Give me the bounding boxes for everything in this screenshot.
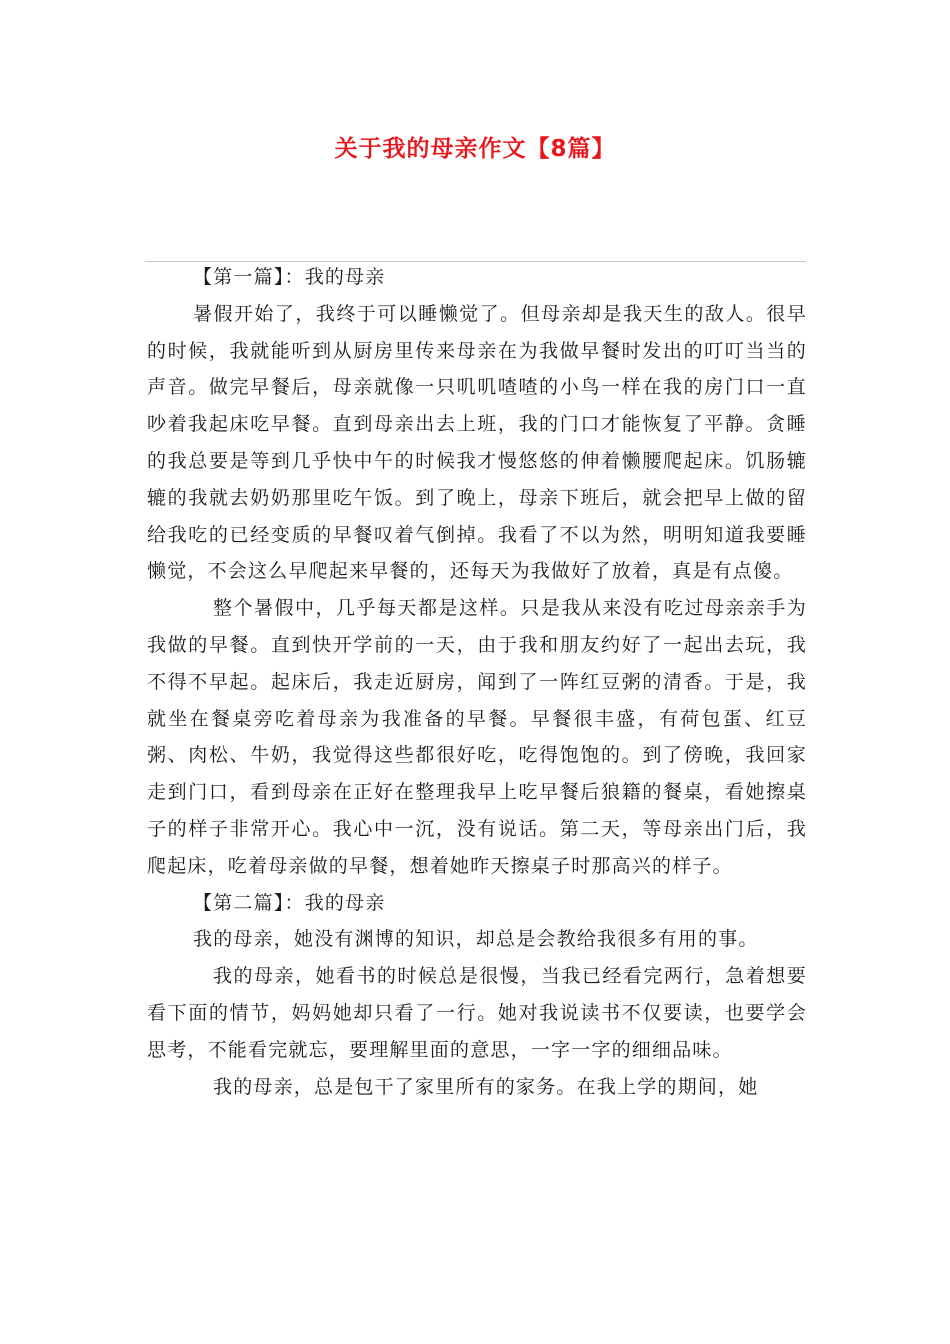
paragraph: 我的母亲，总是包干了家里所有的家务。在我上学的期间，她 — [213, 1075, 759, 1098]
section-heading: 【第一篇】：我的母亲 — [193, 266, 386, 288]
document-title: 关于我的母亲作文【8篇】 — [334, 136, 616, 162]
paragraph: 暑假开始了，我终于可以睡懒觉了。但母亲却是我天生的敌人。很早的时候，我就能听到从厨房里传来母亲在为我做早餐时发出的叮叮当当的声音。做完早餐后，母亲就像一只叽叽喳喳的小鸟一样在我的房门口一直吵着我起床吃早餐。直到母亲出去上班，我的门口才能恢复了平静。贪睡的我总要是等到几乎快中午的时候我才慢悠悠的伸着懒腰爬起床。饥肠辘辘的我就去奶奶那里吃午饭。到了晚上，母亲下班后，就会把早上做的留给我吃的已经变质的早餐叹着气倒掉。我看了不以为然，明明知道我要睡懒觉，不会这么早爬起来早餐的，还每天为我做好了放着，真是有点傻。 — [147, 302, 807, 583]
paragraph: 我的母亲，她看书的时候总是很慢，当我已经看完两行，急着想要看下面的情节，妈妈她却只看了一行。她对我说读书不仅要读，也要学会思考，不能看完就忘，要理解里面的意思，一字一字的细细品味。 — [147, 965, 807, 1061]
paragraph: 整个暑假中，几乎每天都是这样。只是我从来没有吃过母亲亲手为我做的早餐。直到快开学前的一天，由于我和朋友约好了一起出去玩，我不得不早起。起床后，我走近厨房，闻到了一阵红豆粥的清香。于是，我就坐在餐桌旁吃着母亲为我准备的早餐。早餐很丰盛，有荷包蛋、红豆粥、肉松、牛奶，我觉得这些都很好吃，吃得饱饱的。到了傍晚，我回家走到门口，看到母亲在正好在整理我早上吃早餐后狼籍的餐桌，看她擦桌子的样子非常开心。我心中一沉，没有说话。第二天，等母亲出门后，我爬起床，吃着母亲做的早餐，想着她昨天擦桌子时那高兴的样子。 — [147, 597, 807, 877]
paragraph: 我的母亲，她没有渊博的知识，却总是会教给我很多有用的事。 — [193, 928, 759, 951]
section-heading: 【第二篇】：我的母亲 — [193, 891, 386, 914]
document-body — [147, 259, 807, 1105]
